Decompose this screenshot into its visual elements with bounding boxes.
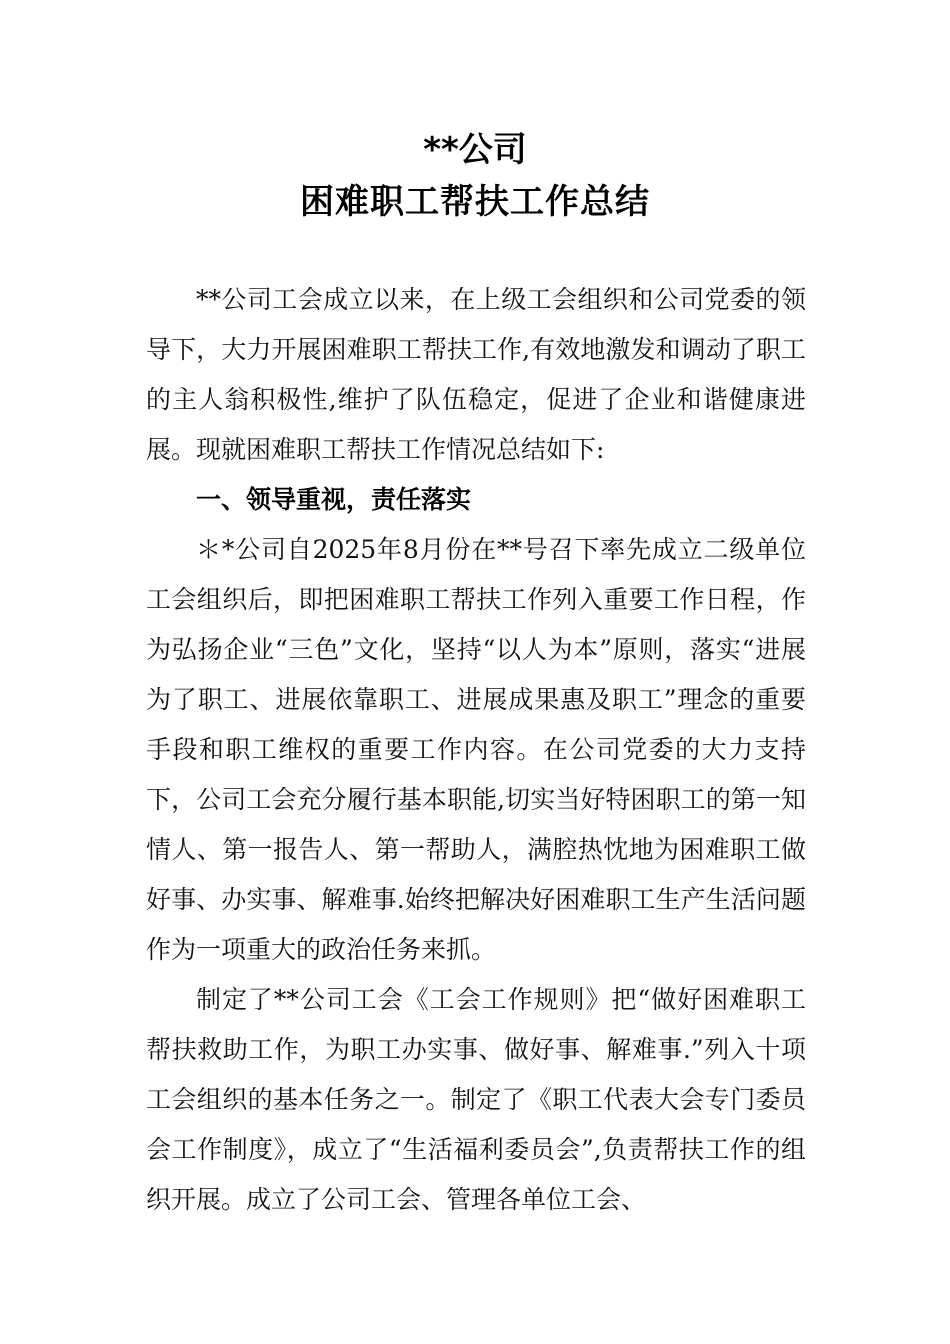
paragraph-line: 地为困难职工做好事、办实事、解难事.始终把解决好困难 [146, 835, 806, 914]
intro-line: 领导下，大力开展困难职工帮扶工作,有效地激发和调动了 [146, 285, 806, 364]
paragraph-line: 理念的重要手段和职工维权的重要工作内容。在公司党委 [146, 685, 806, 764]
paragraph-line: 职工生产生活问题作为一项重大的政治任务来抓。 [146, 885, 806, 964]
paragraph-line: 工帮扶救助工作，为职工办实事、做好事、解难事.”列入 [146, 985, 806, 1064]
intro-line: **公司工会成立以来，在上级工会组织和公司党委的 [196, 285, 781, 314]
section-heading-1: 一、领导重视，责任落实 [196, 485, 472, 514]
paragraph-line: 的大力支持下，公司工会充分履行基本职能,切实当好特困 [146, 735, 806, 814]
document-title: 困难职工帮扶工作总结 [300, 182, 650, 222]
paragraph-line: 职工的第一知情人、第一报告人、第一帮助人，满腔热忱 [146, 785, 806, 864]
paragraph-line: 工会组织后，即把困难职工帮扶工作列入重要工作日程， [146, 585, 781, 614]
paragraph-line: 门委员会工作制度》，成立了“生活福利委员会”,负责帮 [146, 1085, 806, 1164]
intro-line: 职工的主人翁积极性,维护了队伍稳定，促进了企业和谐健 [146, 335, 806, 414]
paragraph-line: 作为弘扬企业“三色”文化，坚持“以人为本”原则，落 [146, 585, 806, 664]
paragraph-line: ＊*公司自2025年8月份在**号召下率先成立二级单位 [196, 535, 806, 564]
paragraph-line: 实“进展为了职工、进展依靠职工、进展成果惠及职工” [146, 635, 806, 714]
paragraph-line: 制定了**公司工会《工会工作规则》把“做好困难职 [196, 985, 781, 1014]
document-title-company: **公司 [423, 130, 527, 170]
section1-paragraph2 [146, 975, 806, 1225]
section1-paragraph1 [146, 525, 806, 975]
intro-line: 康进展。现就困难职工帮扶工作情况总结如下: [146, 385, 806, 464]
intro-paragraph [146, 275, 806, 475]
paragraph-line: 十项工会组织的基本任务之一。制定了《职工代表大会专 [146, 1035, 806, 1114]
paragraph-line: 扶工作的组织开展。成立了公司工会、管理各单位工会、 [146, 1135, 806, 1214]
